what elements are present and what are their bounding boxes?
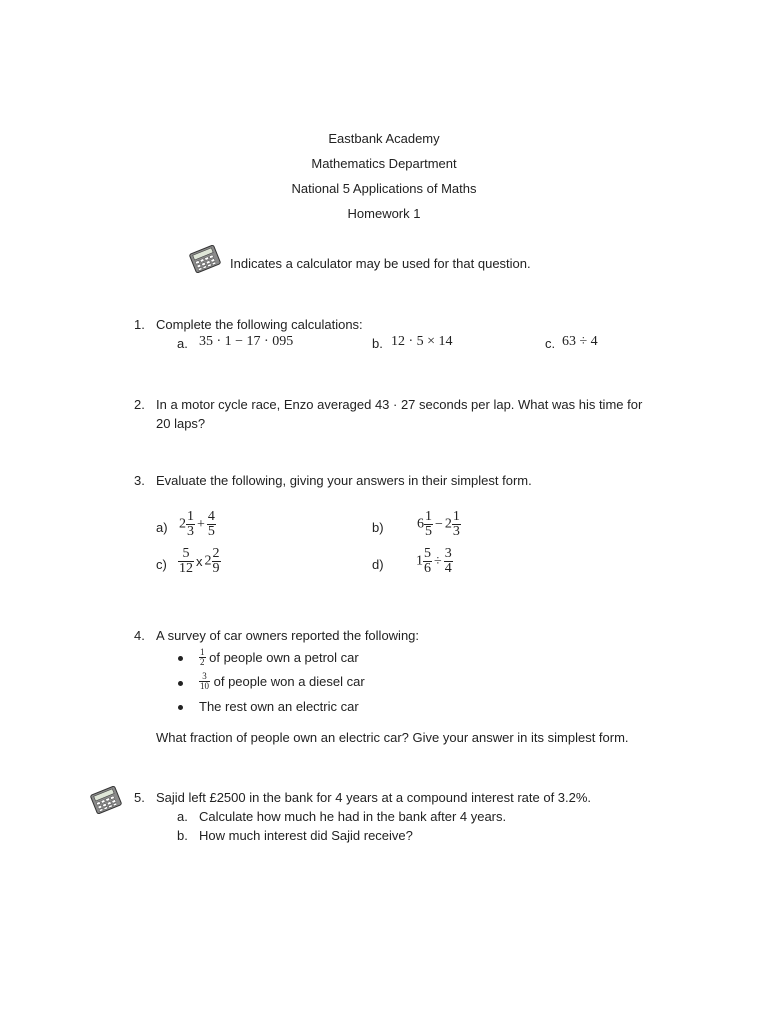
bullet — [178, 705, 183, 710]
calculator-icon — [90, 786, 124, 816]
q3-c-label: c) — [156, 557, 167, 572]
q1-b-expression: 12 · 5 × 14 — [391, 334, 453, 349]
q2-text-line2: 20 laps? — [156, 416, 206, 431]
bullet — [178, 656, 183, 661]
q3-number: 3. — [134, 473, 145, 488]
q1-a-label: a. — [177, 336, 188, 351]
q4-bullet-1: $\frac{1}{2}$ of people own a petrol car — [200, 647, 359, 667]
q1-text: Complete the following calculations: — [156, 317, 363, 332]
q5-b-label: b. — [177, 828, 188, 843]
q3-a-expression: 2 $\frac{1}{3}$ + $\frac{4}{5}$ — [179, 509, 215, 539]
q1-a-expression: 35 · 1 − 17 · 095 — [199, 334, 294, 349]
q3-text: Evaluate the following, giving your answers in their simplest form. — [156, 473, 532, 488]
q1-number: 1. — [134, 317, 145, 332]
school-name: Eastbank Academy — [328, 131, 440, 146]
q4-number: 4. — [134, 628, 145, 643]
q3-d-expression: 1 $\frac{5}{6}$ ÷ $\frac{3}{4}$ — [416, 546, 452, 576]
q5-a-text: Calculate how much he had in the bank after 4 years. — [199, 809, 507, 824]
q3-b-label: b) — [372, 520, 384, 535]
calculator-icon — [189, 245, 223, 275]
department-name: Mathematics Department — [311, 156, 457, 171]
q5-number: 5. — [134, 790, 145, 805]
q5-a-label: a. — [177, 809, 188, 824]
q3-d-label: d) — [372, 557, 384, 572]
q4-bullet-2: $\frac{3}{10}$ of people won a diesel car — [200, 671, 365, 691]
q1-c-expression: 63 ÷ 4 — [562, 334, 598, 349]
bullet — [178, 681, 183, 686]
q2-number: 2. — [134, 397, 145, 412]
q4-text: A survey of car owners reported the following: — [156, 628, 420, 643]
q5-text: Sajid left £2500 in the bank for 4 years at a compound interest rate of 3.2%. — [156, 790, 592, 805]
q3-b-expression: 6 $\frac{1}{5}$ − 2 $\frac{1}{3}$ — [417, 509, 460, 539]
q3-a-label: a) — [156, 520, 168, 535]
q4-question: What fraction of people own an electric car? Give your answer in its simplest form. — [156, 730, 629, 745]
q5-b-text: How much interest did Sajid receive? — [199, 828, 413, 843]
q4-bullet-3: The rest own an electric car — [199, 699, 359, 714]
q1-c-label: c. — [545, 336, 556, 351]
homework-title: Homework 1 — [347, 206, 421, 221]
q2-text-line1: In a motor cycle race, Enzo averaged 43 · 27 seconds per lap. What was his time for — [156, 397, 643, 412]
q3-c-expression: $\frac{5}{12}$ x 2 $\frac{2}{9}$ — [179, 546, 220, 576]
course-title: National 5 Applications of Maths — [291, 181, 477, 196]
calculator-note: Indicates a calculator may be used for that question. — [230, 256, 531, 271]
q1-b-label: b. — [372, 336, 383, 351]
